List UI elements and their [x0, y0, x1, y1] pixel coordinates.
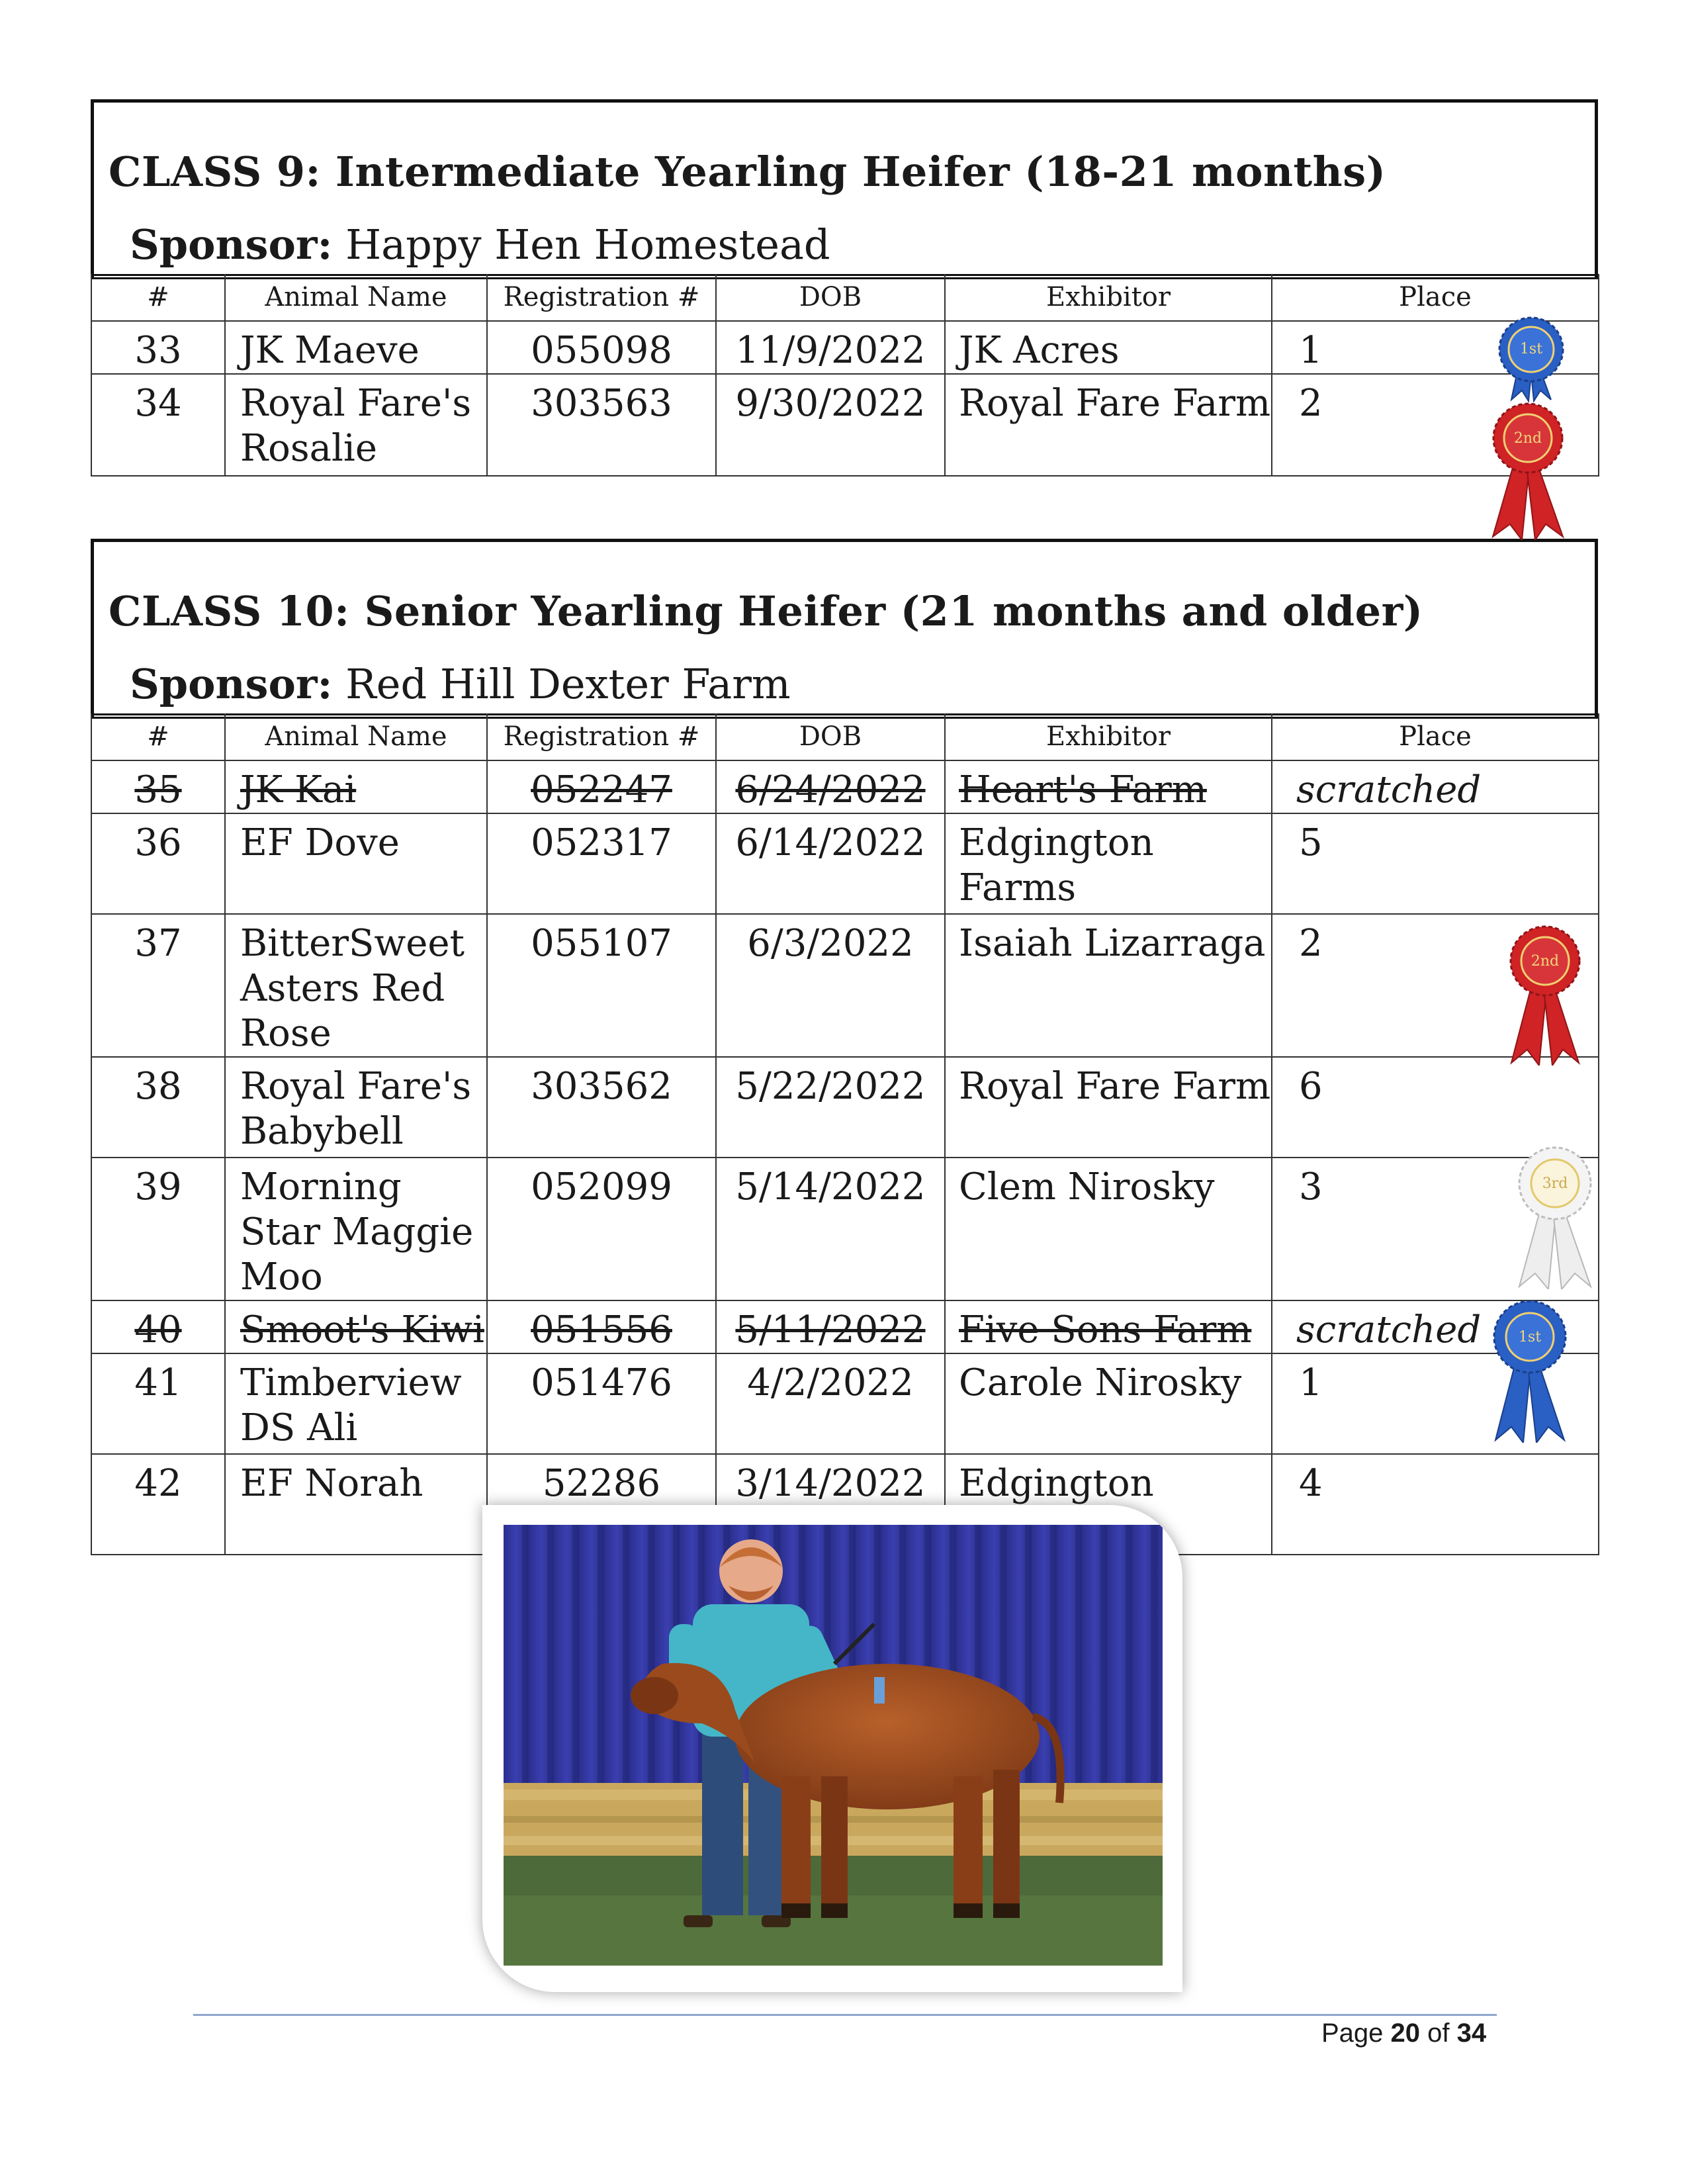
- class10-sponsor: [130, 660, 791, 708]
- col-header-animal-name: Animal Name: [225, 274, 487, 321]
- svg-text:3rd: 3rd: [1542, 1175, 1568, 1192]
- entry-number: 34: [91, 374, 225, 476]
- date-of-birth: 5/11/2022: [716, 1300, 945, 1353]
- animal-name: JK Maeve: [225, 321, 487, 374]
- page-total: 34: [1456, 2019, 1487, 2048]
- table-header-row: [91, 274, 1599, 321]
- table-row: [91, 914, 1599, 1057]
- page-prefix: Page: [1321, 2019, 1391, 2048]
- registration-number: 303562: [487, 1057, 716, 1158]
- place: scratched: [1272, 1300, 1599, 1353]
- class9-table: [91, 274, 1599, 477]
- svg-text:2nd: 2nd: [1531, 953, 1560, 970]
- col-header-exhibitor: Exhibitor: [945, 713, 1272, 760]
- animal-name: Morning Star Maggie Moo: [225, 1158, 487, 1300]
- exhibitor: Heart's Farm: [945, 760, 1272, 813]
- entry-number: 37: [91, 914, 225, 1057]
- date-of-birth: 4/2/2022: [716, 1353, 945, 1454]
- place: scratched: [1272, 760, 1599, 813]
- place: 1: [1272, 1353, 1599, 1454]
- date-of-birth: 3/14/2022: [716, 1454, 945, 1555]
- place: 3: [1272, 1158, 1599, 1300]
- entry-number: 35: [91, 760, 225, 813]
- table-row-scratched: [91, 760, 1599, 813]
- page-current: 20: [1390, 2019, 1421, 2048]
- date-of-birth: 6/14/2022: [716, 813, 945, 914]
- place: 4: [1272, 1454, 1599, 1555]
- white-third-place-ribbon-icon: [1514, 1145, 1596, 1289]
- place: 6: [1272, 1057, 1599, 1158]
- class10-header: [91, 539, 1598, 719]
- col-header-place: Place: [1272, 713, 1599, 760]
- date-of-birth: 11/9/2022: [716, 321, 945, 374]
- entry-number: 40: [91, 1300, 225, 1353]
- col-header-number: #: [91, 713, 225, 760]
- blue-first-place-ribbon-icon: [1494, 316, 1568, 402]
- table-row: [91, 374, 1599, 476]
- photo-image: [504, 1525, 1163, 1966]
- exhibitor-with-heifer-photo: [482, 1505, 1182, 1992]
- place: 2: [1272, 374, 1599, 476]
- class9-header: [91, 99, 1598, 279]
- class9-sponsor: [130, 220, 830, 269]
- place: 1: [1272, 321, 1599, 374]
- date-of-birth: 5/14/2022: [716, 1158, 945, 1300]
- col-header-dob: DOB: [716, 274, 945, 321]
- exhibitor: JK Acres: [945, 321, 1272, 374]
- red-second-place-ribbon-icon: [1488, 401, 1568, 540]
- class9-title: CLASS 9: Intermediate Yearling Heifer (18-21 months): [109, 148, 1386, 196]
- entry-number: 36: [91, 813, 225, 914]
- registration-number: 52286: [487, 1454, 716, 1555]
- red-second-place-ribbon-icon: [1506, 924, 1584, 1066]
- animal-name: Royal Fare's Rosalie: [225, 374, 487, 476]
- col-header-registration: Registration #: [487, 274, 716, 321]
- footer-divider: [193, 2014, 1497, 2016]
- exhibitor: Edgington: [945, 1454, 1272, 1555]
- place: 2: [1272, 914, 1599, 1057]
- table-header-row: [91, 713, 1599, 760]
- table-row: [91, 1057, 1599, 1158]
- animal-name: Royal Fare's Babybell: [225, 1057, 487, 1158]
- col-header-dob: DOB: [716, 713, 945, 760]
- place: 5: [1272, 813, 1599, 914]
- table-row: [91, 1353, 1599, 1454]
- date-of-birth: 5/22/2022: [716, 1057, 945, 1158]
- entry-number: 33: [91, 321, 225, 374]
- animal-name: JK Kai: [225, 760, 487, 813]
- exhibitor: Five Sons Farm: [945, 1300, 1272, 1353]
- exhibitor: Carole Nirosky: [945, 1353, 1272, 1454]
- col-header-place: Place: [1272, 274, 1599, 321]
- col-header-number: #: [91, 274, 225, 321]
- class9-sponsor-name: Happy Hen Homestead: [345, 220, 830, 269]
- exhibitor: Royal Fare Farm: [945, 374, 1272, 476]
- table-row: [91, 1158, 1599, 1300]
- animal-name: Timberview DS Ali: [225, 1353, 487, 1454]
- svg-text:1st: 1st: [1519, 341, 1543, 357]
- table-row: [91, 813, 1599, 914]
- registration-number: 052247: [487, 760, 716, 813]
- registration-number: 052099: [487, 1158, 716, 1300]
- class10-title: CLASS 10: Senior Yearling Heifer (21 months and older): [109, 587, 1423, 635]
- exhibitor: Clem Nirosky: [945, 1158, 1272, 1300]
- table-row: [91, 321, 1599, 374]
- class10-table: [91, 713, 1599, 1555]
- date-of-birth: 6/24/2022: [716, 760, 945, 813]
- registration-number: 051556: [487, 1300, 716, 1353]
- entry-number: 42: [91, 1454, 225, 1555]
- date-of-birth: 6/3/2022: [716, 914, 945, 1057]
- animal-name: BitterSweet Asters Red Rose: [225, 914, 487, 1057]
- date-of-birth: 9/30/2022: [716, 374, 945, 476]
- exhibitor: Royal Fare Farm: [945, 1057, 1272, 1158]
- entry-number: 41: [91, 1353, 225, 1454]
- animal-name: Smoot's Kiwi: [225, 1300, 487, 1353]
- class10-sponsor-name: Red Hill Dexter Farm: [345, 660, 791, 708]
- exhibitor: Edgington Farms: [945, 813, 1272, 914]
- col-header-exhibitor: Exhibitor: [945, 274, 1272, 321]
- registration-number: 303563: [487, 374, 716, 476]
- exhibitor: Isaiah Lizarraga: [945, 914, 1272, 1057]
- page-number: [1321, 2019, 1486, 2048]
- class10-sponsor-label: Sponsor:: [130, 660, 333, 708]
- registration-number: 055107: [487, 914, 716, 1057]
- entry-number: 39: [91, 1158, 225, 1300]
- svg-text:1st: 1st: [1518, 1329, 1542, 1345]
- registration-number: 055098: [487, 321, 716, 374]
- class9-sponsor-label: Sponsor:: [130, 220, 333, 269]
- animal-name: EF Norah: [225, 1454, 487, 1555]
- blue-first-place-ribbon-icon: [1490, 1298, 1570, 1443]
- registration-number: 051476: [487, 1353, 716, 1454]
- animal-name: EF Dove: [225, 813, 487, 914]
- table-row-scratched: [91, 1300, 1599, 1353]
- registration-number: 052317: [487, 813, 716, 914]
- col-header-animal-name: Animal Name: [225, 713, 487, 760]
- page-middle: of: [1420, 2019, 1457, 2048]
- svg-text:2nd: 2nd: [1513, 430, 1542, 447]
- entry-number: 38: [91, 1057, 225, 1158]
- col-header-registration: Registration #: [487, 713, 716, 760]
